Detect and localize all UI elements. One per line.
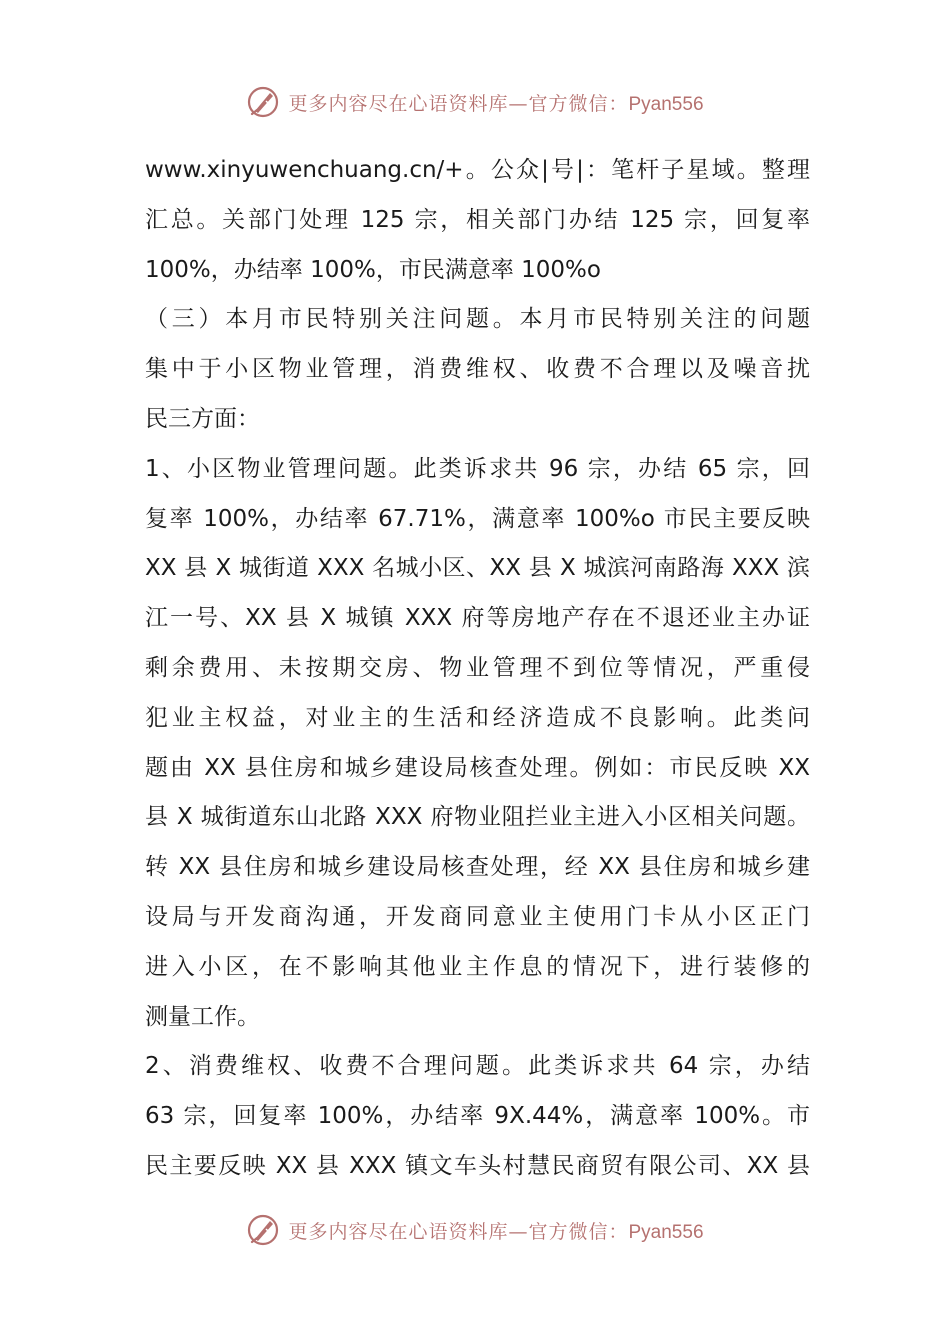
quill-pen-logo-icon (246, 1213, 280, 1247)
footer-wechat-id: Pyan556 (628, 1221, 704, 1243)
body-line: 江一号、XX 县 X 城镇 XXX 府等房地产存在不退还业主办证 (145, 605, 810, 632)
body-line: 县 X 城街道东山北路 XXX 府物业阻拦业主进入小区相关问题。 (145, 804, 810, 831)
body-line: 测量工作。 (145, 1003, 260, 1030)
body-line: 进入小区，在不影响其他业主作息的情况下，进行装修的 (145, 953, 810, 980)
body-line: 民主要反映 XX 县 XXX 镇文车头村慧民商贸有限公司、XX 县 (145, 1152, 810, 1179)
body-line: 转 XX 县住房和城乡建设局核查处理，经 XX 县住房和城乡建 (145, 854, 810, 881)
body-line: 1、小区物业管理问题。此类诉求共 96 宗，办结 65 宗，回 (145, 455, 810, 482)
body-line: 63 宗，回复率 100%，办结率 9X.44%，满意率 100%。市 (145, 1103, 810, 1130)
body-line: 2、消费维权、收费不合理问题。此类诉求共 64 宗，办结 (145, 1053, 810, 1080)
body-line: 集中于小区物业管理，消费维权、收费不合理以及噪音扰 (145, 356, 810, 383)
body-line: 剩余费用、未按期交房、物业管理不到位等情况，严重侵 (145, 654, 810, 681)
body-line: www.xinyuwenchuang.cn/+。公众|号|：笔杆子星域。整理 (145, 157, 810, 183)
body-line: （三）本月市民特别关注问题。本月市民特别关注的问题 (145, 306, 810, 333)
body-line: XX 县 X 城街道 XXX 名城小区、XX 县 X 城滨河南路海 XXX 滨 (145, 555, 810, 582)
body-line: 犯业主权益，对业主的生活和经济造成不良影响。此类问 (145, 704, 810, 731)
body-line: 题由 XX 县住房和城乡建设局核查处理。例如：市民反映 XX (145, 754, 810, 781)
footer-banner-text: 更多内容尽在心语资料库—官方微信：Pyan556 (288, 1220, 704, 1243)
footer-banner (0, 1210, 950, 1250)
header-banner-text: 更多内容尽在心语资料库—官方微信：Pyan556 (288, 92, 704, 115)
body-line: 复率 100%，办结率 67.71%，满意率 100%o 市民主要反映 (145, 505, 810, 532)
header-wechat-id: Pyan556 (628, 93, 704, 115)
body-line: 民三方面： (145, 405, 260, 432)
document-body (145, 146, 810, 1192)
body-line: 100%，办结率 100%，市民满意率 100%o (145, 256, 601, 283)
header-banner (0, 82, 950, 122)
body-line: 汇总。关部门处理 125 宗，相关部门办结 125 宗，回复率 (145, 206, 810, 233)
body-line: 设局与开发商沟通，开发商同意业主使用门卡从小区正门 (145, 903, 810, 930)
quill-pen-logo-icon (246, 85, 280, 119)
